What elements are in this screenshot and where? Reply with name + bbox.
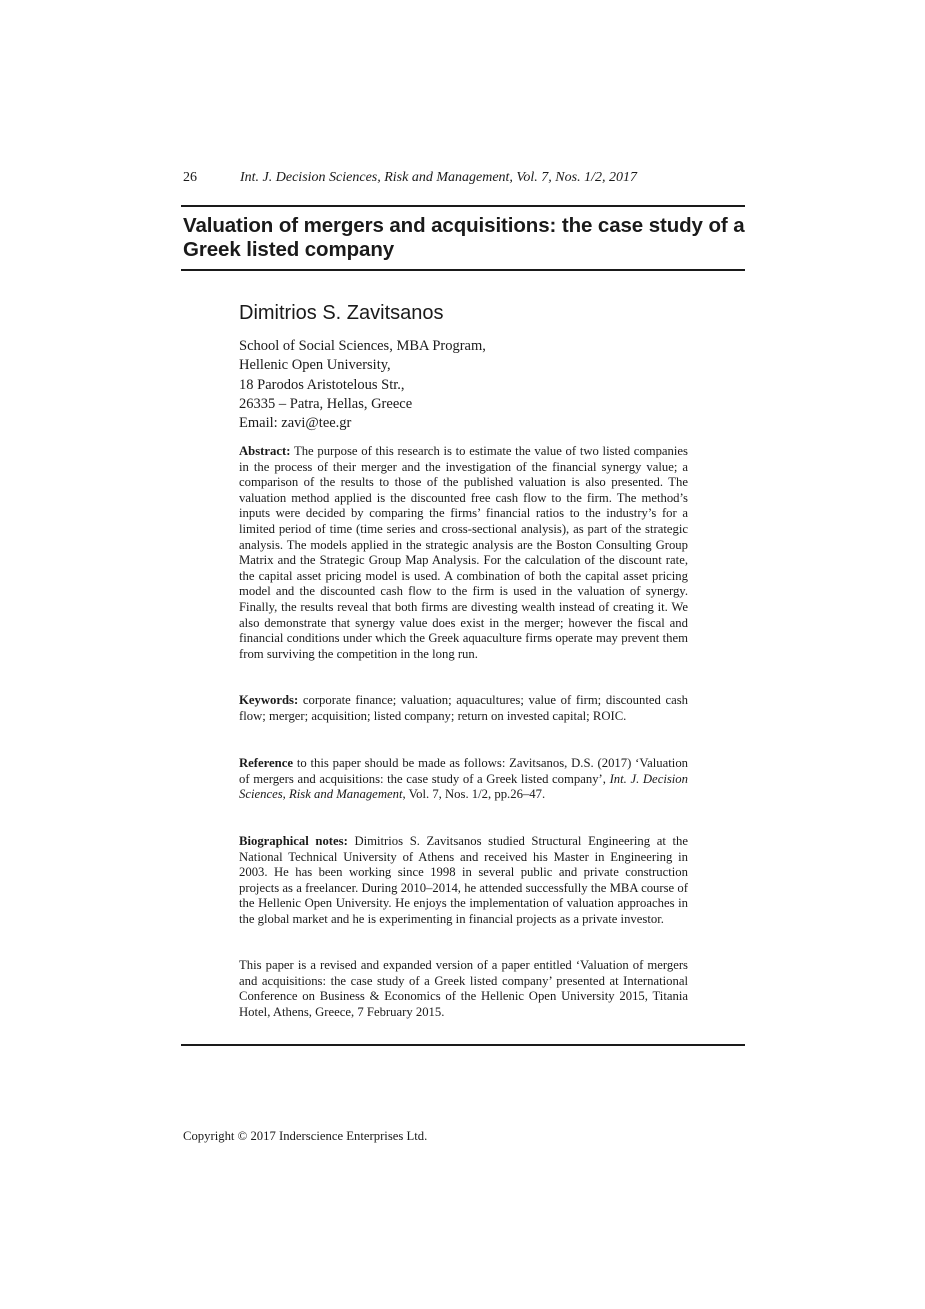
keywords-text: corporate finance; valuation; aquacultures; value of firm; discounted cash flow; merger; acquisition; listed company; return on invested capital; ROIC. — [239, 693, 688, 723]
affiliation-line: 18 Parodos Aristotelous Str., — [239, 376, 405, 393]
title-bottom-rule — [181, 269, 745, 271]
keywords — [239, 693, 688, 724]
article-title: Valuation of mergers and acquisitions: the case study of a Greek listed company — [183, 214, 745, 261]
bio-label: Biographical notes: — [239, 834, 348, 848]
affiliation-line: School of Social Sciences, MBA Program, — [239, 338, 486, 354]
biographical-notes — [239, 834, 688, 928]
abstract-label: Abstract: — [239, 444, 291, 458]
author-name: Dimitrios S. Zavitsanos — [239, 302, 444, 324]
affiliation-line: Hellenic Open University, — [239, 357, 391, 374]
abstract — [239, 444, 688, 662]
page-number: 26 — [183, 170, 197, 185]
reference-journal: Int. J. Decision Sciences, Risk and Management — [239, 771, 688, 802]
journal-title: Int. J. Decision Sciences, Risk and Management, Vol. 7, Nos. 1/2, 2017 — [240, 170, 637, 185]
author-email: Email: zavi@tee.gr — [239, 415, 352, 432]
copyright: Copyright © 2017 Inderscience Enterprises Ltd. — [183, 1129, 428, 1143]
reference — [239, 756, 688, 803]
bottom-rule — [181, 1044, 745, 1046]
title-top-rule — [181, 205, 745, 207]
keywords-label: Keywords: — [239, 693, 299, 707]
reference-text: to this paper should be made as follows: Zavitsanos, D.S. (2017) ‘Valuation of mergers and acquisitions: the case study of a Greek listed company’, — [239, 756, 689, 786]
affiliation — [239, 337, 486, 433]
bio-text: Dimitrios S. Zavitsanos studied Structural Engineering at the National Technical University of Athens and received his Master in Engineering in 2003. He has been working since 1998 in several public and private construction projects as a freelancer. During 2010–2014, he attended successfully the MBA course of the Hellenic Open University. He enjoys the implementation of valuation approaches in the global market and he is experimenting in financial projects as a private investor. — [239, 834, 688, 926]
publication-note: This paper is a revised and expanded version of a paper entitled ‘Valuation of mergers and acquisitions: the case study of a Greek listed company’ presented at International Conference on Business & Economics of the Hellenic Open University 2015, Titania Hotel, Athens, Greece, 7 February 2015. — [239, 958, 688, 1019]
abstract-text: The purpose of this research is to estimate the value of two listed companies in the process of their merger and the investigation of the financial synergy value; a comparison of the results to those of the published valuation is also presented. The valuation method applied is the discounted free cash flow to the firm. The method’s inputs were decided by comparing the firms’ financial ratios to the industry’s for a limited period of time (time series and cross-sectional analysis), as part of the strategic analysis. The models applied in the strategic analysis are the Boston Consulting Group Matrix and the Strategic Group Map Analysis. For the calculation of the discount rate, the capital asset pricing model is used. A combination of both the capital asset pricing model and the discounted cash flow to the firm is used in the valuation of synergy. Finally, the results reveal that both firms are divesting wealth instead of creating it. We also demonstrate that synergy value does exist in the merger; however the fiscal and financial conditions under which the Greek aquaculture firms operate may prevent them from surviving the competition in the long run. — [239, 444, 688, 661]
reference-tail: , Vol. 7, Nos. 1/2, pp.26–47. — [402, 787, 546, 802]
affiliation-line: 26335 – Patra, Hellas, Greece — [239, 395, 413, 412]
reference-label: Reference — [239, 756, 294, 770]
